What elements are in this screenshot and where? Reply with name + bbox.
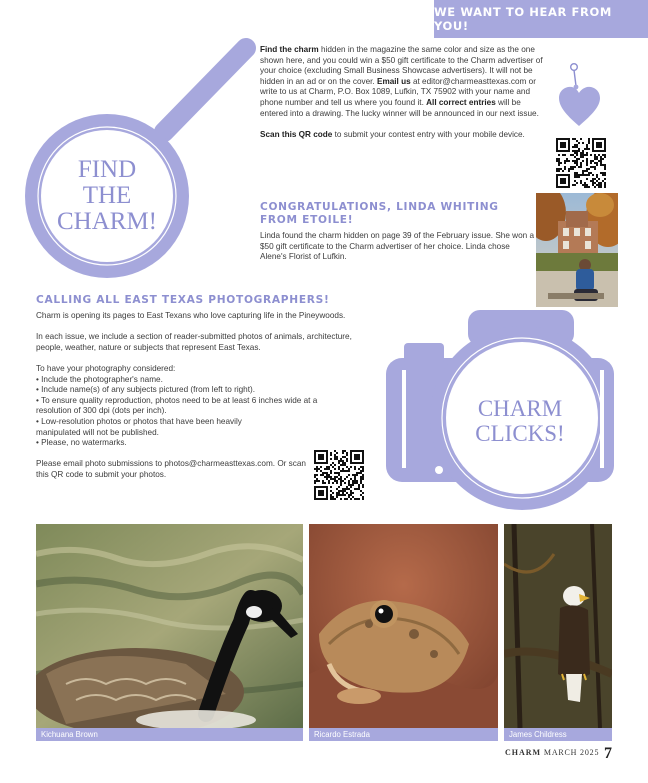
winner-photo bbox=[536, 193, 618, 307]
bullet-item: • Include name(s) of any subjects pictured (from left to right). bbox=[36, 385, 256, 395]
goose-photo-credit: Kichuana Brown bbox=[36, 728, 303, 741]
find-charm-instructions: Find the charm hidden in the magazine the same color and size as the one shown here, and you could win a $50 gift certificate to the Charm advertiser of your choice (excluding Small Business Showcase advertisers). It will not be hidden in an ad or on the cover. Email us at editor@charmeasttexas.com or write to us at Charm, P.O. Box 1089, Lufkin, TX 75902 with your name and phone number and tell us where you found it. All correct entries will be entered into a drawing. The lucky winner will be announced in our next issue. Scan this QR code to submit your contest entry with your mobile device. bbox=[260, 45, 543, 140]
congrats-heading: CONGRATULATIONS, LINDA WHITING FROM ETOILE! bbox=[260, 201, 499, 226]
top-banner bbox=[434, 0, 648, 38]
frog-photo-credit: Ricardo Estrada bbox=[309, 728, 498, 741]
bullet-item: • Low-resolution photos or photos that have been heavily manipulated will not be published. bbox=[36, 416, 242, 437]
photographers-heading: CALLING ALL EAST TEXAS PHOTOGRAPHERS! bbox=[36, 294, 330, 306]
bullet-item: • Please, no watermarks. bbox=[36, 438, 127, 448]
page-number: 7 bbox=[604, 745, 612, 762]
eagle-photo-credit: James Childress bbox=[504, 728, 612, 741]
congrats-body: Linda found the charm hidden on page 39 of the February issue. She won a $50 gift certificate to the Charm advertiser of her choice. Linda chose Alene's Florist of Lufkin. bbox=[260, 231, 535, 262]
footer-date: MARCH 2025 bbox=[543, 748, 600, 757]
footer-issue bbox=[505, 748, 605, 757]
bullet-item: • Include the photographer's name. bbox=[36, 374, 163, 384]
goose-photo bbox=[36, 524, 303, 728]
contest-qr-code[interactable] bbox=[556, 138, 606, 188]
photo-submit-qr-code[interactable] bbox=[314, 450, 364, 500]
banner-text: WE WANT TO HEAR FROM YOU! bbox=[434, 5, 612, 33]
bullet-item: • To ensure quality reproduction, photos need to be at least 6 inches wide at a resolution of 300 dpi (dots per inch). bbox=[36, 395, 318, 416]
find-the-charm-title: FIND THE CHARM! bbox=[56, 156, 157, 235]
charm-clicks-title: CHARM CLICKS! bbox=[475, 396, 565, 446]
frog-photo bbox=[309, 524, 498, 728]
photographers-body: Charm is opening its pages to East Texans who love capturing life in the Pineywoods. In each issue, we include a section of reader-submitted photos of animals, architecture, people, weather, nature or subjects that represent East Texas. To have your photography considered: • Include the photographer's name. • Include name(s) of any subjects pictured (from left to right). • To ensure quality reproduction, photos need to be at least 6 inches wide at a resolution of 300 dpi (dots per inch). • Low-resolution photos or photos that have been heavily manipulated will not be published. • Please, no watermarks. Please email photo submissions to photos@charmeasttexas.com. Or scan this QR code to submit your photos. bbox=[36, 311, 352, 479]
eagle-photo bbox=[504, 524, 612, 728]
heart-charm-icon bbox=[557, 60, 603, 130]
footer-brand: CHARM bbox=[505, 748, 542, 757]
